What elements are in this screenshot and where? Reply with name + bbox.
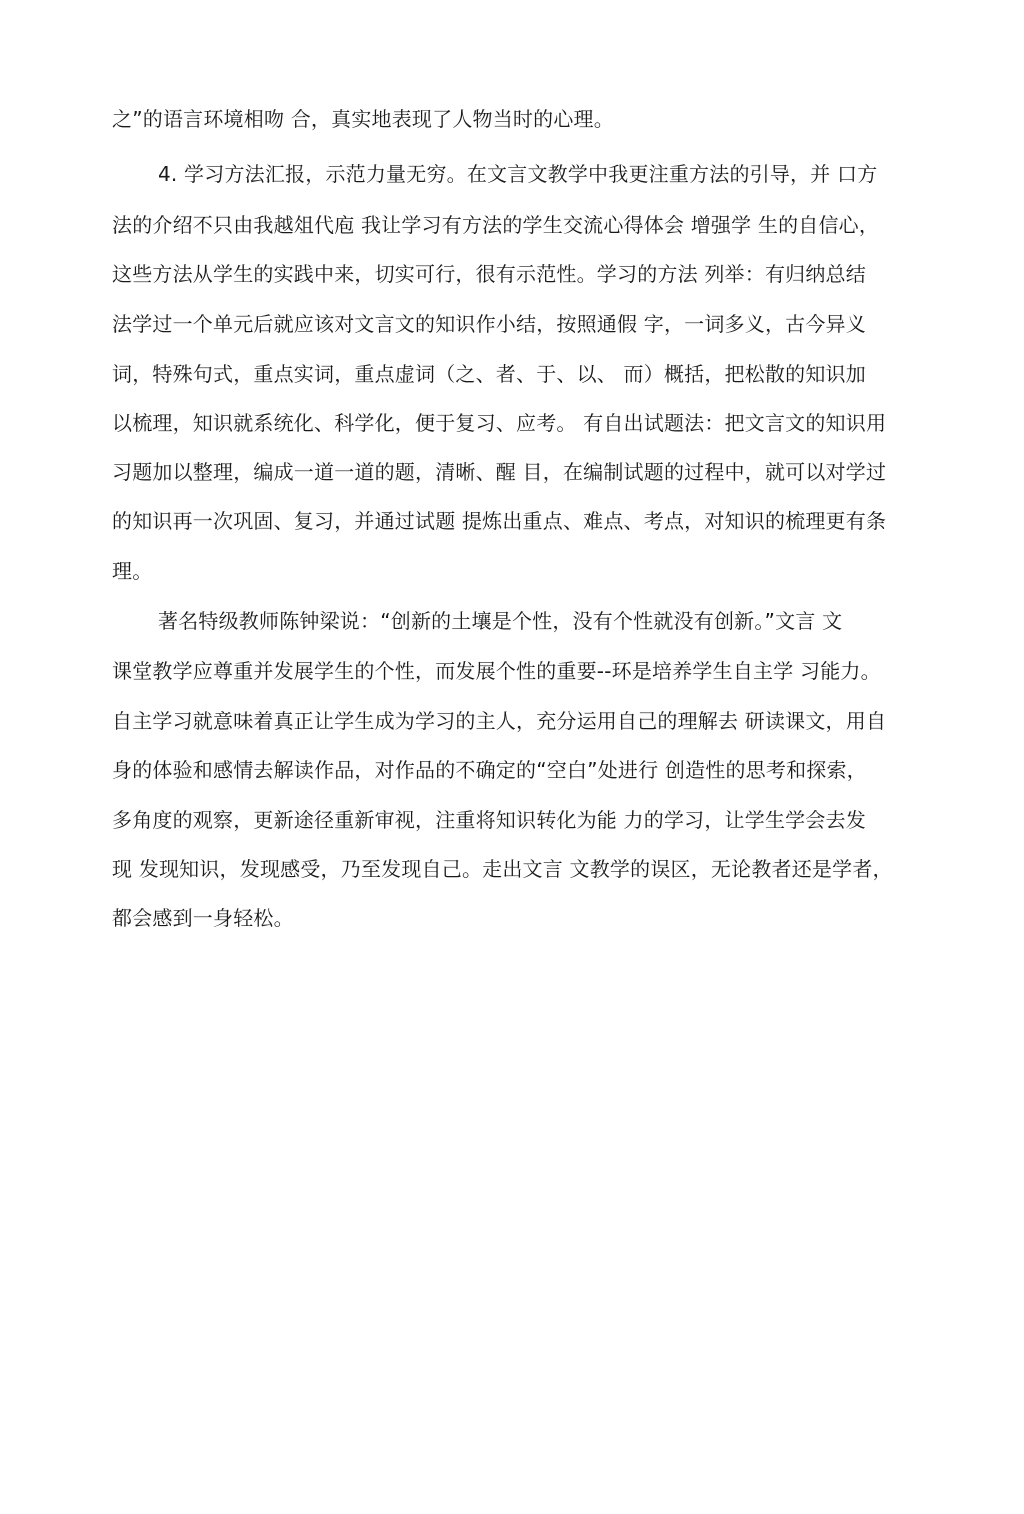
text-line-12: 课堂教学应尊重并发展学生的个性，而发展个性的重要--环是培养学生自主学 习能力。 xyxy=(112,659,881,683)
text-line-14: 身的体验和感情去解读作品，对作品的不确定的“空白”处进行 创造性的思考和探索， xyxy=(112,758,867,782)
text-line-17: 都会感到一身轻松。 xyxy=(112,906,294,930)
text-line-9: 的知识再一次巩固、复习，并通过试题 提炼出重点、难点、考点，对知识的梳理更有条 xyxy=(112,509,887,533)
text-line-3: 法的介绍不只由我越俎代庖 我让学习有方法的学生交流心得体会 增强学 生的自信心， xyxy=(112,213,880,237)
text-line-16: 现 发现知识，发现感受，乃至发现自己。走出文言 文教学的误区，无论教者还是学者， xyxy=(112,857,893,881)
text-line-5: 法学过一个单元后就应该对文言文的知识作小结，按照通假 字，一词多义，古今异义 xyxy=(112,312,866,336)
text-line-10: 理。 xyxy=(112,559,153,583)
text-line-6: 词，特殊句式，重点实词，重点虚词（之、者、于、以、 而）概括，把松散的知识加 xyxy=(112,362,866,386)
text-line-4: 这些方法从学生的实践中来，切实可行，很有示范性。学习的方法 列举：有归纳总结 xyxy=(112,262,866,286)
text-line-2: 4. 学习方法汇报，示范力量无穷。在文言文教学中我更注重方法的引导，并 口方 xyxy=(158,162,878,186)
text-line-13: 自主学习就意味着真正让学生成为学习的主人，充分运用自己的理解去 研读课文，用自 xyxy=(112,709,887,733)
text-line-8: 习题加以整理，编成一道一道的题，清晰、醒 目，在编制试题的过程中，就可以对学过 xyxy=(112,460,887,484)
text-line-15: 多角度的观察，更新途径重新审视，注重将知识转化为能 力的学习，让学生学会去发 xyxy=(112,808,866,832)
text-line-1: 之”的语言环境相吻 合，真实地表现了人物当时的心理。 xyxy=(112,107,614,131)
text-line-7: 以梳理，知识就系统化、科学化，便于复习、应考。 有自出试题法：把文言文的知识用 xyxy=(112,411,887,435)
text-line-11: 著名特级教师陈钟梁说：“创新的土壤是个性，没有个性就没有创新。”文言 文 xyxy=(158,609,843,633)
